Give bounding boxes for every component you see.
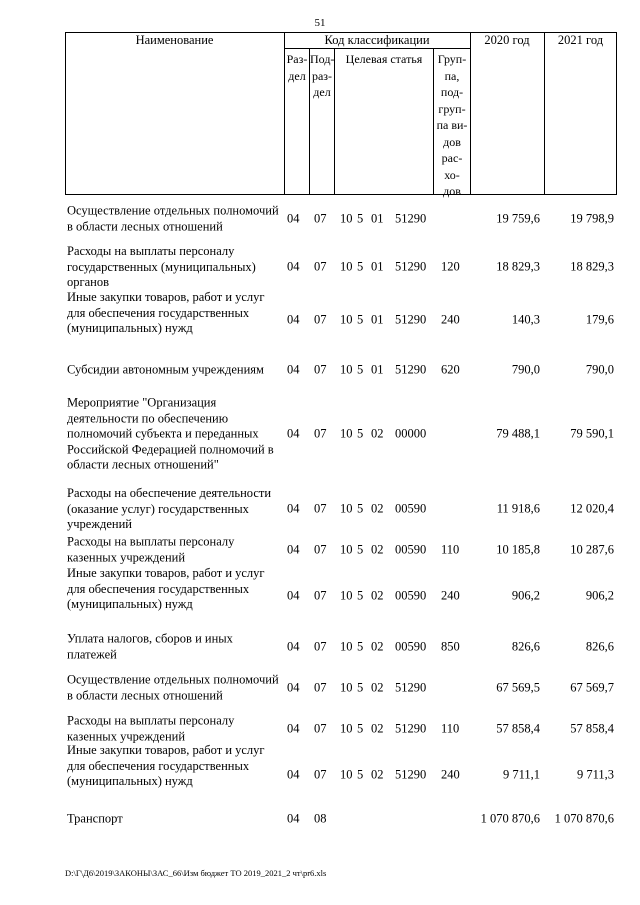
row-target-direction: 51290 [395,259,427,274]
row-target-program: 10 [340,211,353,226]
row-value-2021: 12 020,4 [570,501,614,516]
row-target-direction: 00590 [395,501,427,516]
row-target-subprogram: 5 [357,542,364,557]
row-razdel: 04 [287,426,300,441]
row-podrazdel: 07 [314,259,327,274]
row-target-direction: 00590 [395,588,427,603]
header-group-line: под- [440,85,464,99]
table-row [0,808,640,830]
row-target-subprogram: 5 [357,767,364,782]
row-target-subprogram: 5 [357,312,364,327]
row-target-subprogram: 5 [357,426,364,441]
row-target-subprogram: 5 [357,501,364,516]
row-value-2020: 826,6 [511,639,540,654]
header-name: Наименование [135,33,214,47]
row-value-2020: 67 569,5 [496,680,540,695]
row-target-event: 01 [371,211,384,226]
row-target-direction: 51290 [395,312,427,327]
row-target-program: 10 [340,588,353,603]
row-target-event: 01 [371,259,384,274]
row-razdel: 04 [287,811,300,826]
row-podrazdel: 07 [314,501,327,516]
row-value-2021: 18 829,3 [570,259,614,274]
header-group-line: рас- [441,151,463,165]
row-name: Расходы на обеспечение деятельности (оказание услуг) государственных учреждений [67,485,272,531]
row-razdel: 04 [287,362,300,377]
row-expense-type: 240 [441,312,460,327]
row-razdel: 04 [287,501,300,516]
row-target-subprogram: 5 [357,259,364,274]
table-row [0,291,640,349]
row-razdel: 04 [287,588,300,603]
header-podrazdel-line: дел [313,85,331,99]
row-target-direction: 00590 [395,639,427,654]
table-row [0,485,640,533]
row-podrazdel: 07 [314,767,327,782]
row-razdel: 04 [287,721,300,736]
row-target-event: 01 [371,362,384,377]
header-target: Целевая статья [345,52,423,66]
row-value-2020: 79 488,1 [496,426,540,441]
row-target-subprogram: 5 [357,721,364,736]
row-podrazdel: 07 [314,312,327,327]
row-target-direction: 51290 [395,680,427,695]
row-value-2021: 19 798,9 [570,211,614,226]
header-year-2021: 2021 год [557,33,604,47]
row-value-2021: 826,6 [585,639,614,654]
row-target-program: 10 [340,312,353,327]
table-row [0,195,640,243]
row-razdel: 04 [287,542,300,557]
row-target-program: 10 [340,680,353,695]
table-row [0,533,640,567]
table-row [0,386,640,482]
row-target-program: 10 [340,259,353,274]
header-razdel-line: Раз- [286,52,308,66]
row-value-2020: 19 759,6 [496,211,540,226]
row-expense-type: 240 [441,588,460,603]
row-target-event: 02 [371,767,384,782]
divider [334,48,335,195]
row-name: Уплата налогов, сборов и иных платежей [67,631,233,661]
header-razdel [285,51,309,84]
row-target-subprogram: 5 [357,680,364,695]
row-value-2021: 10 287,6 [570,542,614,557]
page-number: 51 [314,17,326,29]
table-row [0,567,640,625]
row-target-direction: 51290 [395,721,427,736]
divider [470,32,471,195]
row-target-program: 10 [340,767,353,782]
row-target-direction: 00000 [395,426,427,441]
row-target-event: 02 [371,542,384,557]
row-target-event: 02 [371,680,384,695]
row-expense-type: 120 [441,259,460,274]
row-value-2021: 906,2 [585,588,614,603]
row-value-2020: 790,0 [511,362,540,377]
row-razdel: 04 [287,639,300,654]
table-row [0,243,640,291]
row-value-2020: 906,2 [511,588,540,603]
row-name: Расходы на выплаты персоналу казенных учреждений [67,713,235,743]
row-target-direction: 51290 [395,362,427,377]
row-target-direction: 00590 [395,542,427,557]
row-target-program: 10 [340,362,353,377]
row-expense-type: 850 [441,639,460,654]
row-value-2021: 790,0 [585,362,614,377]
row-name: Осуществление отдельных полномочий в области лесных отношений [67,672,279,702]
row-value-2021: 67 569,7 [570,680,614,695]
row-podrazdel: 07 [314,588,327,603]
row-expense-type: 110 [441,721,460,736]
row-podrazdel: 07 [314,211,327,226]
header-year-2020: 2020 год [484,33,530,47]
row-value-2021: 1 070 870,6 [554,811,614,826]
row-name: Расходы на выплаты персоналу государственных (муниципальных) органов [67,243,256,289]
row-target-event: 02 [371,639,384,654]
row-name: Осуществление отдельных полномочий в области лесных отношений [67,203,279,233]
row-value-2020: 11 918,6 [496,501,540,516]
footer-file-path: D:\Г\Д6\2019\ЗАКОНЫ\ЗАС_66\Изм бюджет ТО 2019_2021_2 чт\pr6.xls [65,868,327,878]
header-podrazdel-line: Под- [310,52,335,66]
row-target-program: 10 [340,639,353,654]
row-razdel: 04 [287,259,300,274]
row-target-direction: 51290 [395,767,427,782]
row-podrazdel: 08 [314,811,327,826]
header-group-line: дов [443,184,461,198]
row-podrazdel: 07 [314,426,327,441]
header-group [434,51,470,200]
row-target-subprogram: 5 [357,639,364,654]
row-value-2020: 57 858,4 [496,721,540,736]
row-target-program: 10 [340,426,353,441]
header-code: Код классификации [324,33,430,47]
row-name: Расходы на выплаты персоналу казенных учреждений [67,534,235,564]
row-name: Мероприятие "Организация деятельности по обеспечению полномочий субъекта и переданных Российской Федерацией полномочий в области лесных отношений" [67,395,274,472]
row-razdel: 04 [287,680,300,695]
row-value-2021: 9 711,3 [576,767,614,782]
row-value-2020: 140,3 [511,312,540,327]
row-target-event: 02 [371,426,384,441]
row-podrazdel: 07 [314,721,327,736]
row-podrazdel: 07 [314,639,327,654]
header-group-line: груп- [438,101,466,116]
row-razdel: 04 [287,211,300,226]
header-podrazdel [310,51,334,101]
table-row [0,629,640,665]
row-target-program: 10 [340,501,353,516]
row-name: Субсидии автономным учреждениям [67,362,264,377]
row-razdel: 04 [287,767,300,782]
divider [284,48,470,49]
row-name: Иные закупки товаров, работ и услуг для обеспечения государственных (муниципальных) нужд [67,742,265,788]
header-group-line: па ви- [436,118,468,132]
row-value-2021: 179,6 [585,312,614,327]
row-target-event: 01 [371,312,384,327]
header-podrazdel-line: раз- [311,68,333,83]
row-value-2020: 10 185,8 [496,542,540,557]
row-target-program: 10 [340,542,353,557]
row-expense-type: 110 [441,542,460,557]
row-expense-type: 240 [441,767,460,782]
header-group-line: дов [443,134,461,149]
table-row [0,349,640,391]
row-target-subprogram: 5 [357,211,364,226]
row-name: Иные закупки товаров, работ и услуг для обеспечения государственных (муниципальных) нужд [67,565,265,611]
row-value-2020: 9 711,1 [502,767,540,782]
table-row [0,742,640,805]
row-value-2020: 1 070 870,6 [480,811,540,826]
row-expense-type: 620 [441,362,460,377]
table-row [0,664,640,712]
row-podrazdel: 07 [314,680,327,695]
row-target-direction: 51290 [395,211,427,226]
row-value-2021: 57 858,4 [570,721,614,736]
row-target-program: 10 [340,721,353,736]
header-razdel-line: дел [288,68,306,83]
row-podrazdel: 07 [314,542,327,557]
row-target-event: 02 [371,501,384,516]
header-group-line: хо- [444,167,460,182]
row-target-subprogram: 5 [357,588,364,603]
row-target-event: 02 [371,588,384,603]
row-razdel: 04 [287,312,300,327]
header-group-line: па, [444,68,460,83]
row-value-2021: 79 590,1 [570,426,614,441]
row-target-event: 02 [371,721,384,736]
table-row [0,712,640,746]
row-value-2020: 18 829,3 [496,259,540,274]
divider [544,32,545,195]
row-target-subprogram: 5 [357,362,364,377]
header-group-line: Груп- [437,52,467,66]
row-podrazdel: 07 [314,362,327,377]
row-name: Транспорт [67,811,123,826]
row-name: Иные закупки товаров, работ и услуг для обеспечения государственных (муниципальных) нужд [67,289,265,335]
